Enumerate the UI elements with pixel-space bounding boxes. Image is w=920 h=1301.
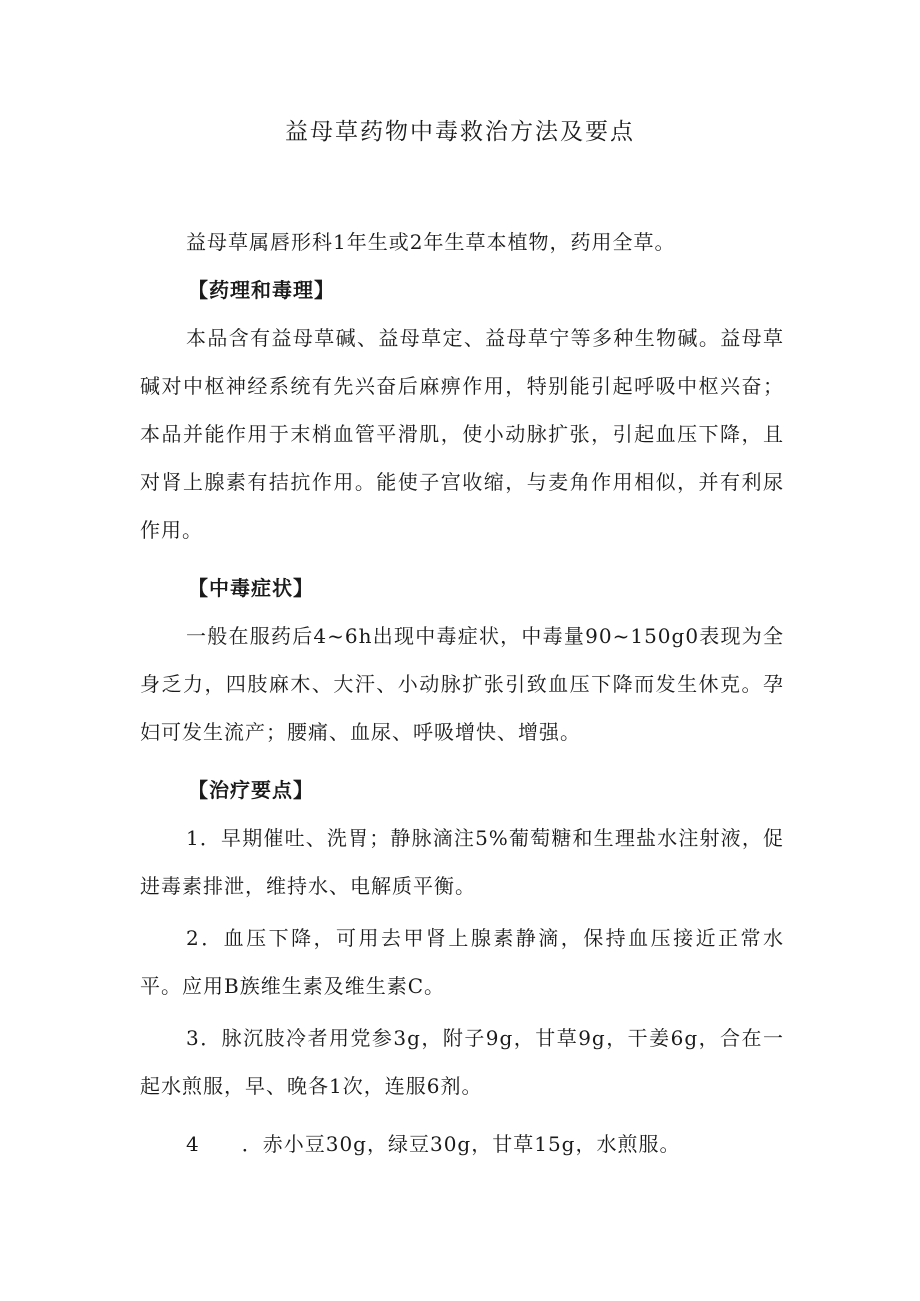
section-heading-treatment: 【治疗要点】 <box>188 778 314 802</box>
treatment-item-2: 2．血压下降，可用去甲肾上腺素静滴，保持血压接近正常水平。应用B族维生素及维生素C。 <box>140 926 784 998</box>
symptoms-paragraph: 一般在服药后4~6h出现中毒症状，中毒量90~150g0表现为全身乏力，四肢麻木、大汗、小动脉扩张引致血压下降而发生休克。孕妇可发生流产；腰痛、血尿、呼吸增快、增强。 <box>140 624 784 744</box>
pharmacology-paragraph: 本品含有益母草碱、益母草定、益母草宁等多种生物碱。益母草碱对中枢神经系统有先兴奋后麻痹作用，特别能引起呼吸中枢兴奋；本品并能作用于末梢血管平滑肌，使小动脉扩张，引起血压下降，且对肾上腺素有拮抗作用。能使子宫收缩，与麦角作用相似，并有利尿作用。 <box>140 326 784 542</box>
section-heading-pharmacology: 【药理和毒理】 <box>188 278 335 302</box>
document-body <box>140 218 784 1168</box>
treatment-item-1: 1．早期催吐、洗胃；静脉滴注5%葡萄糖和生理盐水注射液，促进毒素排泄，维持水、电解质平衡。 <box>140 826 784 898</box>
document-title: 益母草药物中毒救治方法及要点 <box>285 119 635 145</box>
treatment-item-3: 3．脉沉肢冷者用党参3g，附子9g，甘草9g，干姜6g，合在一起水煎服，早、晚各1次，连服6剂。 <box>140 1026 784 1098</box>
intro-paragraph: 益母草属唇形科1年生或2年生草本植物，药用全草。 <box>186 230 676 254</box>
treatment-item-4: 4 ．赤小豆30g，绿豆30g，甘草15g，水煎服。 <box>186 1132 681 1156</box>
section-heading-symptoms: 【中毒症状】 <box>188 576 314 600</box>
